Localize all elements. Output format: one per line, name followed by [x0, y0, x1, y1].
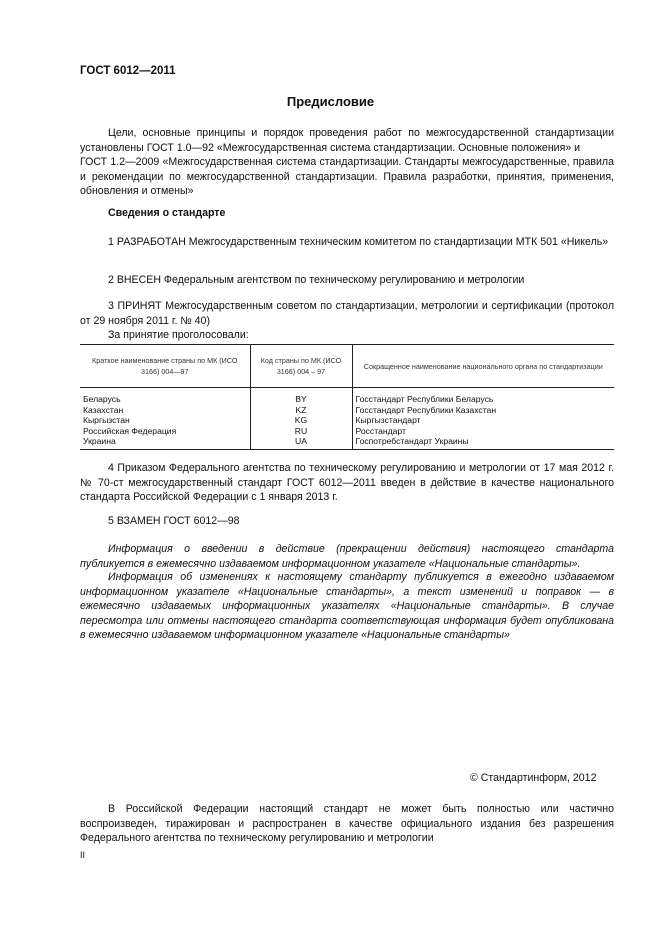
table-row — [80, 415, 614, 426]
standards-body-cell: Госстандарт Республики Беларусь — [352, 388, 614, 405]
copyright: © Стандартинформ, 2012 — [470, 772, 597, 784]
standards-body-cell: Госпотребстандарт Украины — [352, 436, 614, 449]
item-3-voted — [80, 328, 614, 343]
country-code-cell: KG — [250, 415, 352, 426]
country-code-cell: BY — [250, 388, 352, 405]
intro-text-1: Цели, основные принципы и порядок проведения работ по межгосударственной стандартизации установлены ГОСТ 1.0—92 «Межгосударственная система стандартизации. Основные положения» и — [80, 127, 614, 154]
standard-info-heading: Сведения о стандарте — [108, 207, 226, 219]
column-header-country: Краткое наименование страны по МК (ИСО 3166) 004—97 — [80, 345, 250, 388]
intro-text-2: ГОСТ 1.2—2009 «Межгосударственная система стандартизации. Стандарты межгосударственные, правила и рекомендации по межгосударственной стандартизации. Правила разработки, принятия, применения, обновления и отмены» — [80, 156, 614, 197]
page-title: Предисловие — [286, 94, 375, 109]
item-5-text: 5 ВЗАМЕН ГОСТ 6012—98 — [108, 515, 240, 527]
item-2-text: 2 ВНЕСЕН Федеральным агентством по техническому регулированию и метрологии — [108, 274, 525, 286]
country-name-cell: Казахстан — [83, 404, 124, 415]
notice-changes-text: Информация об изменениях к настоящему стандарту публикуется в ежегодно издаваемом информационном указателе «Национальные стандарты», а текст изменений и поправок — в ежемесячно издаваемых информационных указателях «Национальные стандарты». В случае пересмотра или отмены настоящего стандарта соответствующая информация будет опубликована в ежемесячно издаваемом информационном указателе «Национальные стандарты» — [80, 571, 614, 641]
notice-introduction — [80, 542, 614, 571]
table-row — [80, 436, 614, 449]
intro-paragraph — [80, 126, 614, 155]
item-1-text: 1 РАЗРАБОТАН Межгосударственным техническим комитетом по стандартизации МТК 501 «Никель» — [108, 236, 609, 248]
item-5 — [80, 514, 614, 529]
country-name-cell: Украина — [80, 436, 250, 449]
country-code-cell: KZ — [250, 405, 352, 416]
standards-body-cell: Госстандарт Республики Казахстан — [352, 405, 614, 416]
table-row — [80, 426, 614, 437]
column-header-body: Сокращенное наименование национального органа по стандартизации — [352, 345, 614, 388]
item-1 — [80, 235, 614, 250]
item-3-text: 3 ПРИНЯТ Межгосударственным советом по стандартизации, метрологии и сертификации (протокол от 29 ноября 2011 г. № 40) — [80, 300, 614, 327]
country-name-cell: Кыргызстан — [83, 415, 130, 426]
standards-body-cell: Росстандарт — [352, 426, 614, 437]
reproduction-notice — [80, 802, 614, 846]
notice-changes — [80, 570, 614, 643]
item-2 — [80, 273, 614, 288]
country-name-cell: Беларусь — [83, 394, 121, 404]
document-code-header: ГОСТ 6012—2011 — [80, 65, 176, 77]
notice-introduction-text: Информация о введении в действие (прекращении действия) настоящего стандарта публикуется в ежемесячно издаваемом информационном указателе «Национальные стандарты». — [80, 543, 614, 570]
item-4-text: 4 Приказом Федерального агентства по техническому регулированию и метрологии от 17 мая 2012 г. № 70-ст межгосударственный стандарт ГОСТ 6012—2011 введен в действие в качестве национального стандарта Российской Федерации с 1 января 2013 г. — [80, 462, 614, 503]
item-3 — [80, 299, 614, 328]
country-name-cell: Российская Федерация — [83, 425, 177, 436]
country-code-cell: UA — [250, 436, 352, 449]
voting-countries-table — [80, 344, 614, 450]
page-number: II — [80, 850, 86, 860]
table-row — [80, 388, 614, 405]
item-4 — [80, 461, 614, 505]
table-header-row — [80, 345, 614, 388]
item-3-voted-text: За принятие проголосовали: — [108, 329, 249, 341]
intro-paragraph-continued — [80, 155, 614, 199]
reproduction-notice-text: В Российской Федерации настоящий стандарт не может быть полностью или частично воспроизведен, тиражирован и распространен в качестве официального издания без разрешения Федерального агентства по техническому регулированию и метрологии — [80, 803, 614, 844]
column-header-code: Код страны по МК (ИСО 3166) 004 – 97 — [250, 345, 352, 388]
standards-body-cell: Кыргызстандарт — [352, 415, 614, 426]
table-row — [80, 405, 614, 416]
country-code-cell: RU — [250, 426, 352, 437]
